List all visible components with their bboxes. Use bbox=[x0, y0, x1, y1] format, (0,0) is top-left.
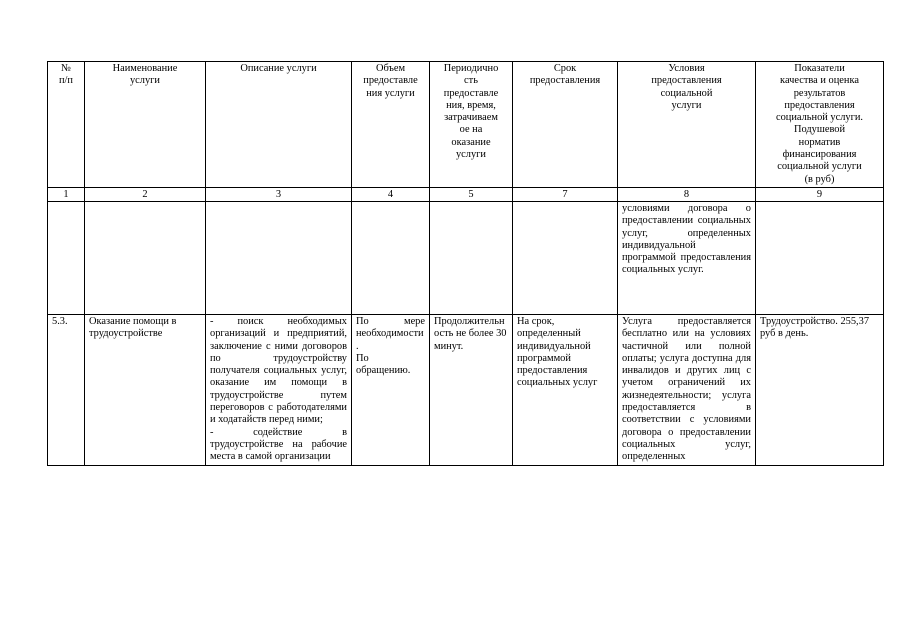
column-number: 3 bbox=[206, 187, 352, 201]
service-term-cell: На срок, определенный индивидуальной программой предоставления социальных услуг bbox=[513, 314, 618, 465]
header-cell-conditions: Условия предоставления социальной услуги bbox=[618, 62, 756, 188]
row-number-cell: 5.3. bbox=[48, 314, 85, 465]
conditions-continuation-cell: условиями договора о предоставлении социальных услуг, определенных индивидуальной программой предоставления социальных услуг. bbox=[618, 201, 756, 314]
header-cell-periodicity: Периодично сть предоставле ния, время, затрачиваем ое на оказание услуги bbox=[430, 62, 513, 188]
header-row bbox=[48, 62, 884, 188]
service-description-cell: - поиск необходимых организаций и предприятий, заключение с ними договоров по трудоустройству получателя социальных услуг, оказание им помощи в трудоустройстве путем переговоров с работодателями и ходатайств перед ними; - содействие в трудоустройстве на рабочие места в самой организации bbox=[206, 314, 352, 465]
table-row bbox=[48, 314, 884, 465]
empty-cell bbox=[352, 201, 430, 314]
service-volume-cell: По мере необходимости. По обращению. bbox=[352, 314, 430, 465]
header-cell-term: Срок предоставления bbox=[513, 62, 618, 188]
header-cell-quality: Показатели качества и оценка результатов предоставления социальной услуги. Подушевой норматив финансирования социальной услуги (в руб) bbox=[756, 62, 884, 188]
column-number: 8 bbox=[618, 187, 756, 201]
service-conditions-cell: Услуга предоставляется бесплатно или на условиях частичной или полной оплаты; услуга доступна для инвалидов и других лиц с учетом ограничений их жизнедеятельности; услуга предоставляется в соответствии с условиями договора о предоставлении социальных услуг, определенных bbox=[618, 314, 756, 465]
empty-cell bbox=[513, 201, 618, 314]
continuation-row bbox=[48, 201, 884, 314]
service-periodicity-cell: Продолжительность не более 30 минут. bbox=[430, 314, 513, 465]
empty-cell bbox=[85, 201, 206, 314]
header-cell-name: Наименование услуги bbox=[85, 62, 206, 188]
header-cell-volume: Объем предоставле ния услуги bbox=[352, 62, 430, 188]
column-number: 2 bbox=[85, 187, 206, 201]
header-cell-number: № п/п bbox=[48, 62, 85, 188]
column-number: 1 bbox=[48, 187, 85, 201]
column-number: 7 bbox=[513, 187, 618, 201]
header-cell-description: Описание услуги bbox=[206, 62, 352, 188]
empty-cell bbox=[206, 201, 352, 314]
service-name-cell: Оказание помощи в трудоустройстве bbox=[85, 314, 206, 465]
empty-cell bbox=[48, 201, 85, 314]
service-quality-cell: Трудоустройство. 255,37 руб в день. bbox=[756, 314, 884, 465]
empty-cell bbox=[430, 201, 513, 314]
empty-cell bbox=[756, 201, 884, 314]
column-number: 4 bbox=[352, 187, 430, 201]
column-number: 5 bbox=[430, 187, 513, 201]
column-number: 9 bbox=[756, 187, 884, 201]
services-table bbox=[47, 61, 884, 466]
column-numbers-row bbox=[48, 187, 884, 201]
